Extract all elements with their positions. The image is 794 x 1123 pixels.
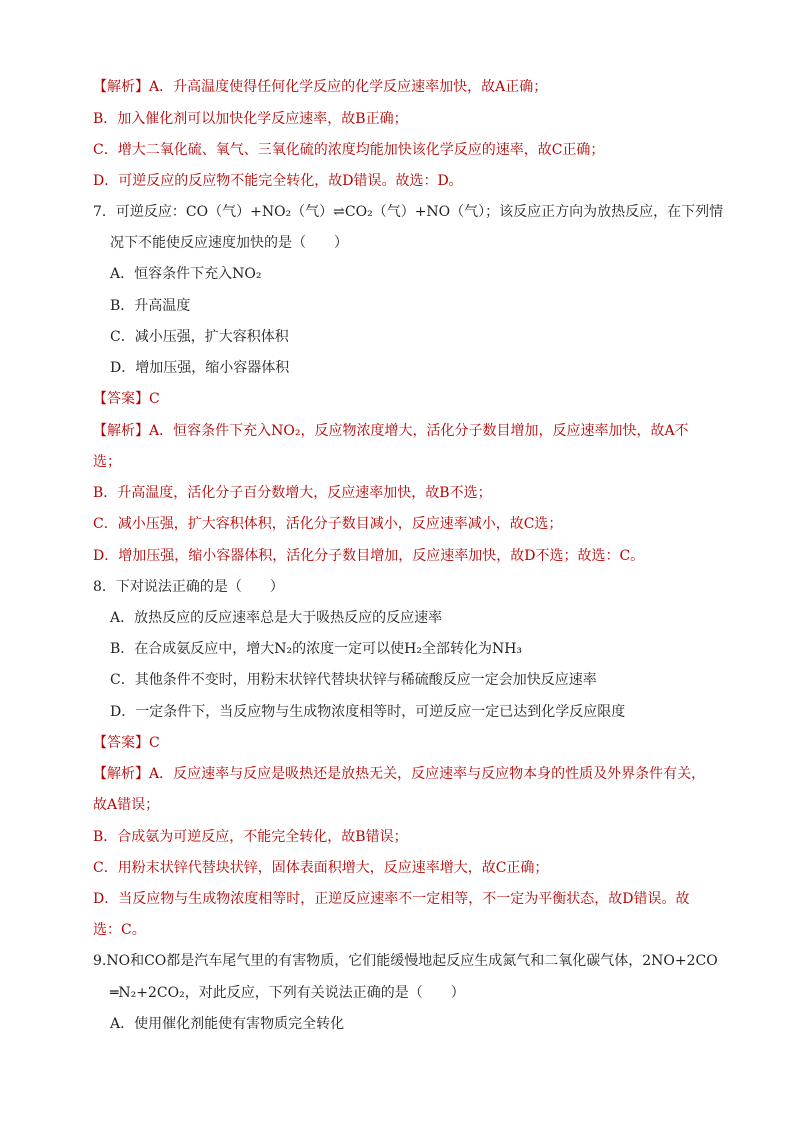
- option-a: A．恒容条件下充入NO₂: [110, 266, 262, 282]
- explanation-tag: 【解析】: [93, 766, 149, 782]
- explanation-line: 选；: [93, 454, 121, 470]
- answer-value: C: [149, 735, 160, 751]
- option-c: C．减小压强，扩大容积体积: [110, 329, 289, 345]
- explanation-line: B．合成氨为可逆反应，不能完全转化，故B错误；: [93, 829, 408, 845]
- option-c: C．其他条件不变时，用粉末状锌代替块状锌与稀硫酸反应一定会加快反应速率: [110, 672, 597, 688]
- explanation-line: D．可逆反应的反应物不能完全转化，故D错误。故选：D。: [93, 173, 463, 189]
- explanation-line: 【解析】A．恒容条件下充入NO₂，反应物浓度增大，活化分子数目增加，反应速率加快，故A不: [93, 423, 689, 439]
- explanation-line: C．减小压强，扩大容积体积，活化分子数目减小，反应速率减小，故C选；: [93, 516, 563, 532]
- question-8-stem: 8．下对说法正确的是（ ）: [93, 579, 284, 595]
- option-d: D．一定条件下，当反应物与生成物浓度相等时，可逆反应一定已达到化学反应限度: [110, 704, 626, 720]
- explanation-line: 故A错误；: [93, 797, 160, 813]
- explanation-line: C．用粉末状锌代替块状锌，固体表面积增大，反应速率增大，故C正确；: [93, 860, 549, 876]
- answer-tag: 【答案】: [93, 391, 149, 407]
- answer-tag: 【答案】: [93, 735, 149, 751]
- answer-value: C: [149, 391, 160, 407]
- explanation-tag: 【解析】: [93, 423, 149, 439]
- explanation-line: D．增加压强，缩小容器体积，活化分子数目增加，反应速率加快，故D不选；故选：C。: [93, 548, 645, 564]
- option-b: B．在合成氨反应中，增大N₂的浓度一定可以使H₂全部转化为NH₃: [110, 641, 523, 657]
- explanation-line: 选：C。: [93, 922, 146, 938]
- option-b: B．升高温度: [110, 298, 191, 314]
- explanation-line: B．加入催化剂可以加快化学反应速率，故B正确；: [93, 111, 408, 127]
- answer-line: [93, 390, 160, 408]
- question-9-stem-cont: ═N₂+2CO₂，对此反应，下列有关说法正确的是（ ）: [110, 985, 465, 1001]
- explanation-tag: 【解析】: [93, 79, 149, 95]
- explanation-line: D．当反应物与生成物浓度相等时，正逆反应速率不一定相等，不一定为平衡状态，故D错误。故: [93, 891, 690, 907]
- answer-line: [93, 734, 160, 752]
- option-a: A．放热反应的反应速率总是大于吸热反应的反应速率: [110, 610, 443, 626]
- explanation-line: 【解析】A．升高温度使得任何化学反应的化学反应速率加快，故A正确；: [93, 79, 548, 95]
- explanation-line: B．升高温度，活化分子百分数增大，反应速率加快，故B不选；: [93, 485, 492, 501]
- explanation-line: 【解析】A．反应速率与反应是吸热还是放热无关，反应速率与反应物本身的性质及外界条件有关，: [93, 766, 706, 782]
- question-7-stem-cont: 况下不能使反应速度加快的是（ ）: [110, 235, 348, 251]
- option-a: A．使用催化剂能使有害物质完全转化: [110, 1016, 345, 1032]
- explanation-line: C．增大二氧化硫、氧气、三氧化硫的浓度均能加快该化学反应的速率，故C正确；: [93, 142, 605, 158]
- question-9-stem: 9.NO和CO都是汽车尾气里的有害物质，它们能缓慢地起反应生成氮气和二氧化碳气体，2NO+2CO: [93, 953, 718, 969]
- question-7-stem: 7．可逆反应：CO（气）+NO₂（气）⇌CO₂（气）+NO（气）；该反应正方向为放热反应，在下列情: [93, 204, 724, 220]
- option-d: D．增加压强，缩小容器体积: [110, 360, 290, 376]
